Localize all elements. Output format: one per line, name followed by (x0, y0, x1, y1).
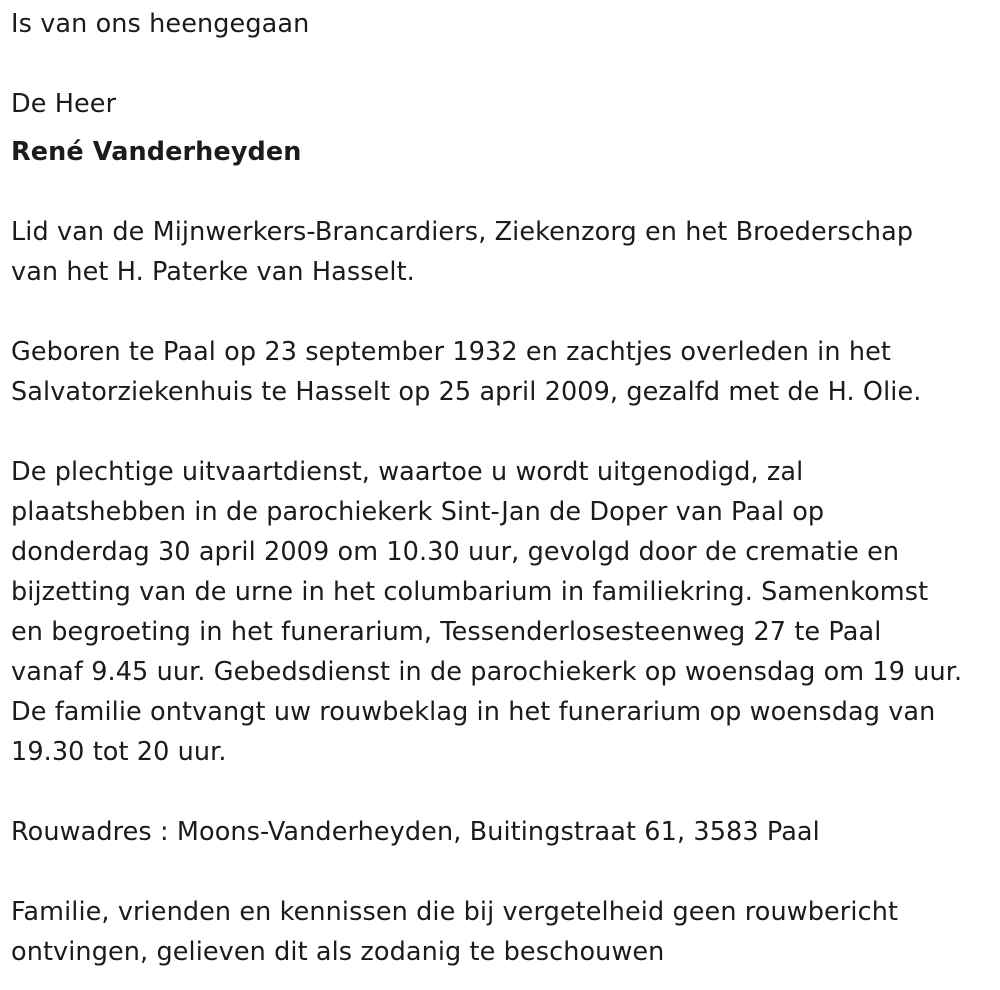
spacer (11, 124, 996, 132)
funeral-line: plaatshebben in de parochiekerk Sint-Jan de Doper van Paal op (11, 497, 825, 527)
spacer (11, 292, 996, 332)
salutation: De Heer (11, 89, 117, 119)
intro-line: Is van ons heengegaan (11, 9, 310, 39)
obituary-notice (11, 4, 996, 972)
birth-death-line: Salvatorziekenhuis te Hasselt op 25 april 2009, gezalfd met de H. Olie. (11, 377, 922, 407)
spacer (11, 772, 996, 812)
birth-death-paragraph (11, 332, 996, 412)
closing-paragraph (11, 892, 996, 972)
funeral-line: donderdag 30 april 2009 om 10.30 uur, gevolgd door de crematie en (11, 537, 900, 567)
membership-line: van het H. Paterke van Hasselt. (11, 257, 415, 287)
spacer (11, 412, 996, 452)
funeral-line: De familie ontvangt uw rouwbeklag in het funerarium op woensdag van (11, 697, 936, 727)
funeral-line: De plechtige uitvaartdienst, waartoe u wordt uitgenodigd, zal (11, 457, 804, 487)
spacer (11, 172, 996, 212)
spacer (11, 44, 996, 84)
membership-paragraph (11, 212, 996, 292)
funeral-line: en begroeting in het funerarium, Tessenderlosesteenweg 27 te Paal (11, 617, 882, 647)
closing-line: Familie, vrienden en kennissen die bij vergetelheid geen rouwbericht (11, 897, 899, 927)
spacer (11, 852, 996, 892)
funeral-line: 19.30 tot 20 uur. (11, 737, 227, 767)
deceased-name: René Vanderheyden (11, 137, 302, 167)
funeral-paragraph (11, 452, 996, 772)
mourning-address: Rouwadres : Moons-Vanderheyden, Buitingstraat 61, 3583 Paal (11, 817, 820, 847)
funeral-line: vanaf 9.45 uur. Gebedsdienst in de parochiekerk op woensdag om 19 uur. (11, 657, 963, 687)
membership-line: Lid van de Mijnwerkers-Brancardiers, Ziekenzorg en het Broederschap (11, 217, 914, 247)
birth-death-line: Geboren te Paal op 23 september 1932 en zachtjes overleden in het (11, 337, 891, 367)
funeral-line: bijzetting van de urne in het columbarium in familiekring. Samenkomst (11, 577, 929, 607)
closing-line: ontvingen, gelieven dit als zodanig te beschouwen (11, 937, 665, 967)
